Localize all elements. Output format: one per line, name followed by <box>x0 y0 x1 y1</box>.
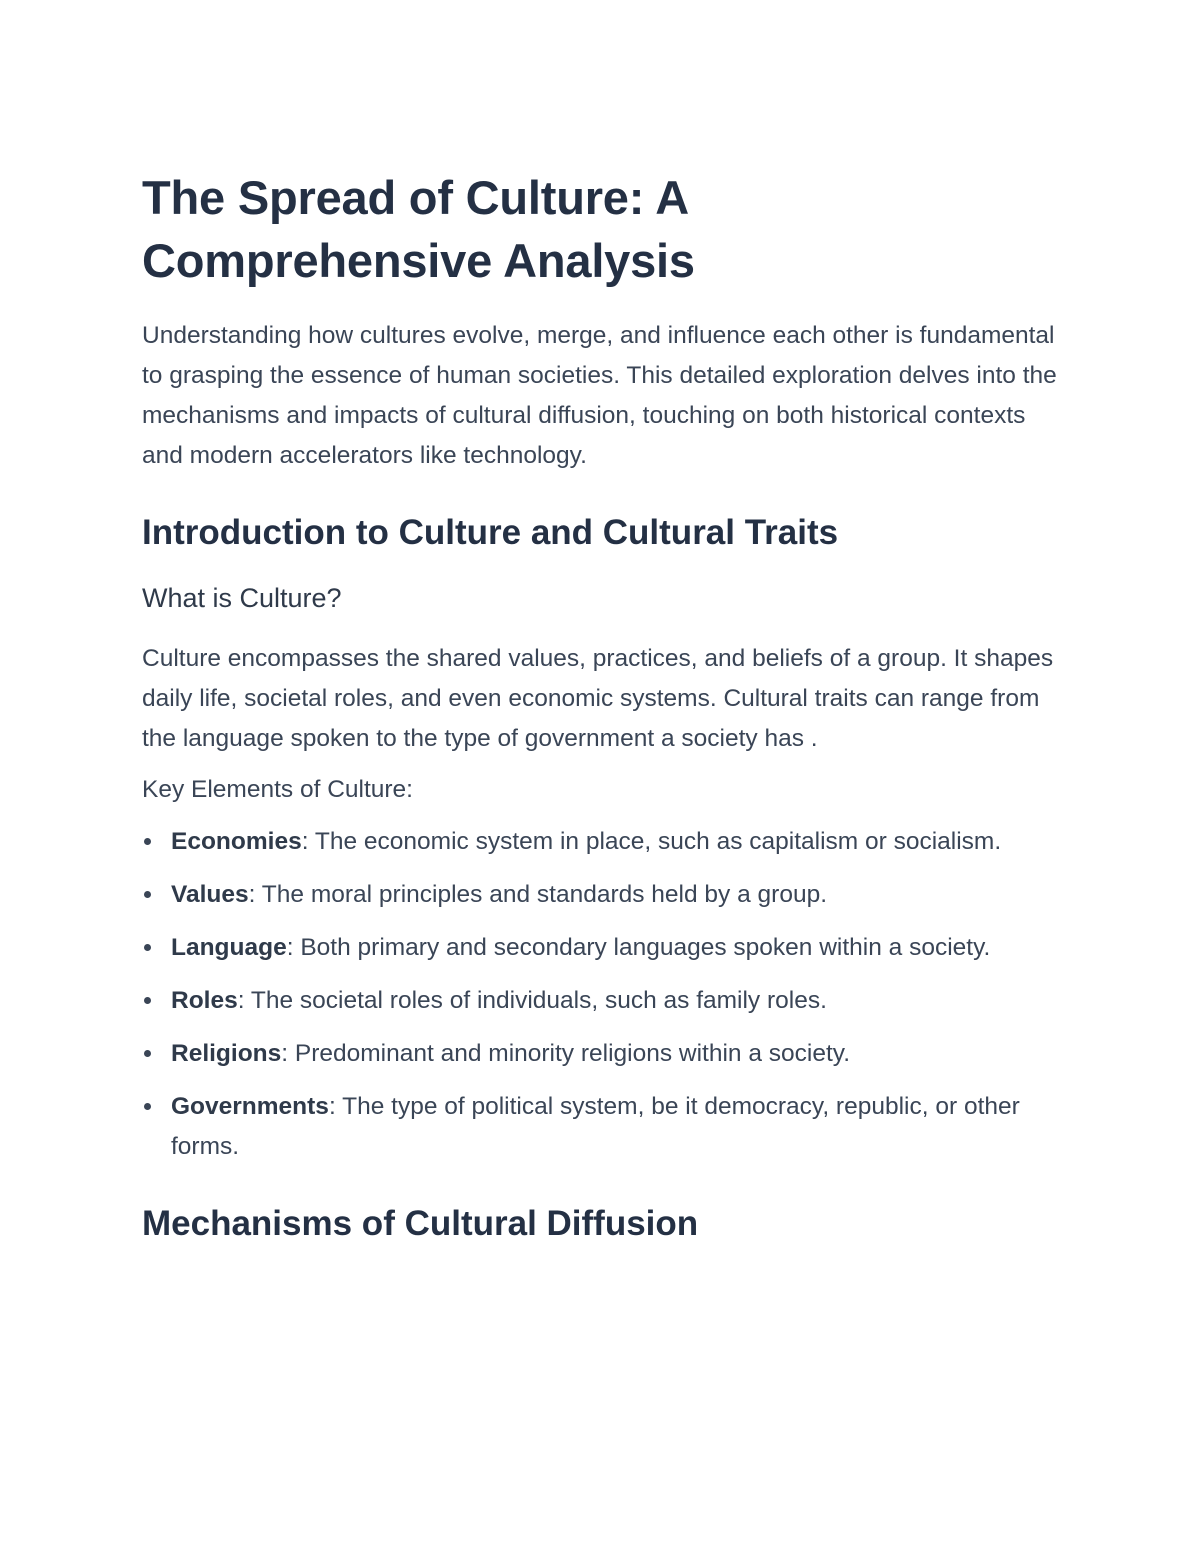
bullet-icon <box>144 944 151 951</box>
list-item-description: : The societal roles of individuals, such as family roles. <box>237 987 827 1014</box>
culture-definition-paragraph: Culture encompasses the shared values, practices, and beliefs of a group. It shapes daily life, societal roles, and even economic systems. Cultural traits can range from the language spoken to the type of government a society has . <box>142 645 1054 752</box>
list-item-term: Governments <box>171 1093 329 1120</box>
section-heading-mechanisms: Mechanisms of Cultural Diffusion <box>142 1204 699 1243</box>
bullet-icon <box>144 1050 151 1057</box>
list-item <box>142 1087 1062 1167</box>
list-item-term: Economies <box>171 828 302 855</box>
intro-paragraph: Understanding how cultures evolve, merge, and influence each other is fundamental to grasping the essence of human societies. This detailed exploration delves into the mechanisms and impacts of cultural diffusion, touching on both historical contexts and modern accelerators like technology. <box>142 322 1057 469</box>
list-item-description: : The economic system in place, such as capitalism or socialism. <box>301 828 1002 855</box>
list-item-description: : Predominant and minority religions within a society. <box>281 1040 851 1067</box>
list-item-term: Religions <box>171 1040 282 1067</box>
list-item-description: : The moral principles and standards held by a group. <box>248 881 827 908</box>
document-page <box>142 166 1062 1247</box>
list-item-description: : The type of political system, be it democracy, republic, or other forms. <box>171 1093 1020 1160</box>
list-item <box>142 875 1062 915</box>
bullet-icon <box>144 997 151 1004</box>
key-elements-label: Key Elements of Culture: <box>142 776 413 803</box>
list-item <box>142 981 1062 1021</box>
list-item-description: : Both primary and secondary languages spoken within a society. <box>286 934 991 961</box>
subheading-what-is-culture: What is Culture? <box>142 583 342 613</box>
list-item <box>142 928 1062 968</box>
list-item-term: Roles <box>171 987 238 1014</box>
bullet-icon <box>144 1103 151 1110</box>
document-title: The Spread of Culture: A Comprehensive Analysis <box>142 171 695 287</box>
bullet-icon <box>144 838 151 845</box>
key-elements-list <box>142 822 1062 1167</box>
section-heading-introduction: Introduction to Culture and Cultural Traits <box>142 513 839 552</box>
bullet-icon <box>144 891 151 898</box>
list-item <box>142 1034 1062 1074</box>
list-item-term: Language <box>171 934 287 961</box>
list-item-term: Values <box>171 881 249 908</box>
list-item <box>142 822 1062 862</box>
